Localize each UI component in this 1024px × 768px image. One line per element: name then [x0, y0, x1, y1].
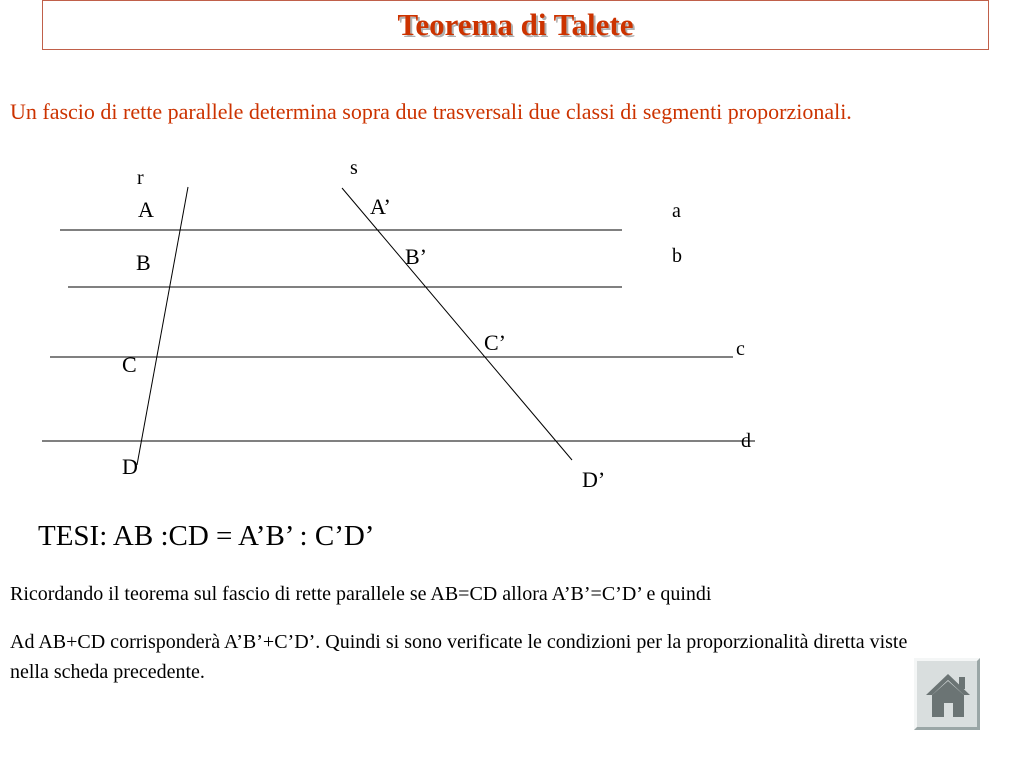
label-r: r — [137, 167, 144, 189]
label-point-a: A — [138, 197, 154, 222]
label-line-b: b — [672, 245, 682, 267]
label-point-c: C — [122, 352, 137, 377]
label-line-a: a — [672, 200, 681, 222]
transversal-r — [137, 187, 188, 465]
label-line-c: c — [736, 338, 745, 360]
explanation-paragraph-2: Ad AB+CD corrisponderà A’B’+C’D’. Quindi si sono verificate le condizioni per la proporzionalità diretta viste nella scheda precedente. — [10, 631, 908, 683]
thesis-statement: TESI: AB :CD = A’B’ : C’D’ — [38, 520, 375, 552]
label-point-c-prime: C’ — [484, 330, 506, 355]
home-button[interactable] — [914, 658, 980, 730]
label-point-b: B — [136, 250, 151, 275]
explanation-paragraph-1: Ricordando il teorema sul fascio di rette parallele se AB=CD allora A’B’=C’D’ e quindi — [10, 583, 712, 605]
label-line-d: d — [741, 430, 751, 452]
label-point-d-prime: D’ — [582, 467, 606, 492]
slide-title: Teorema di Talete — [397, 7, 634, 42]
label-s: s — [350, 157, 358, 179]
intro-text: Un fascio di rette parallele determina sopra due trasversali due classi di segmenti proporzionali. — [10, 99, 852, 124]
transversal-s — [342, 188, 572, 460]
label-point-b-prime: B’ — [405, 244, 427, 269]
label-point-d: D — [122, 454, 138, 479]
label-point-a-prime: A’ — [370, 194, 391, 219]
home-icon — [923, 671, 973, 721]
